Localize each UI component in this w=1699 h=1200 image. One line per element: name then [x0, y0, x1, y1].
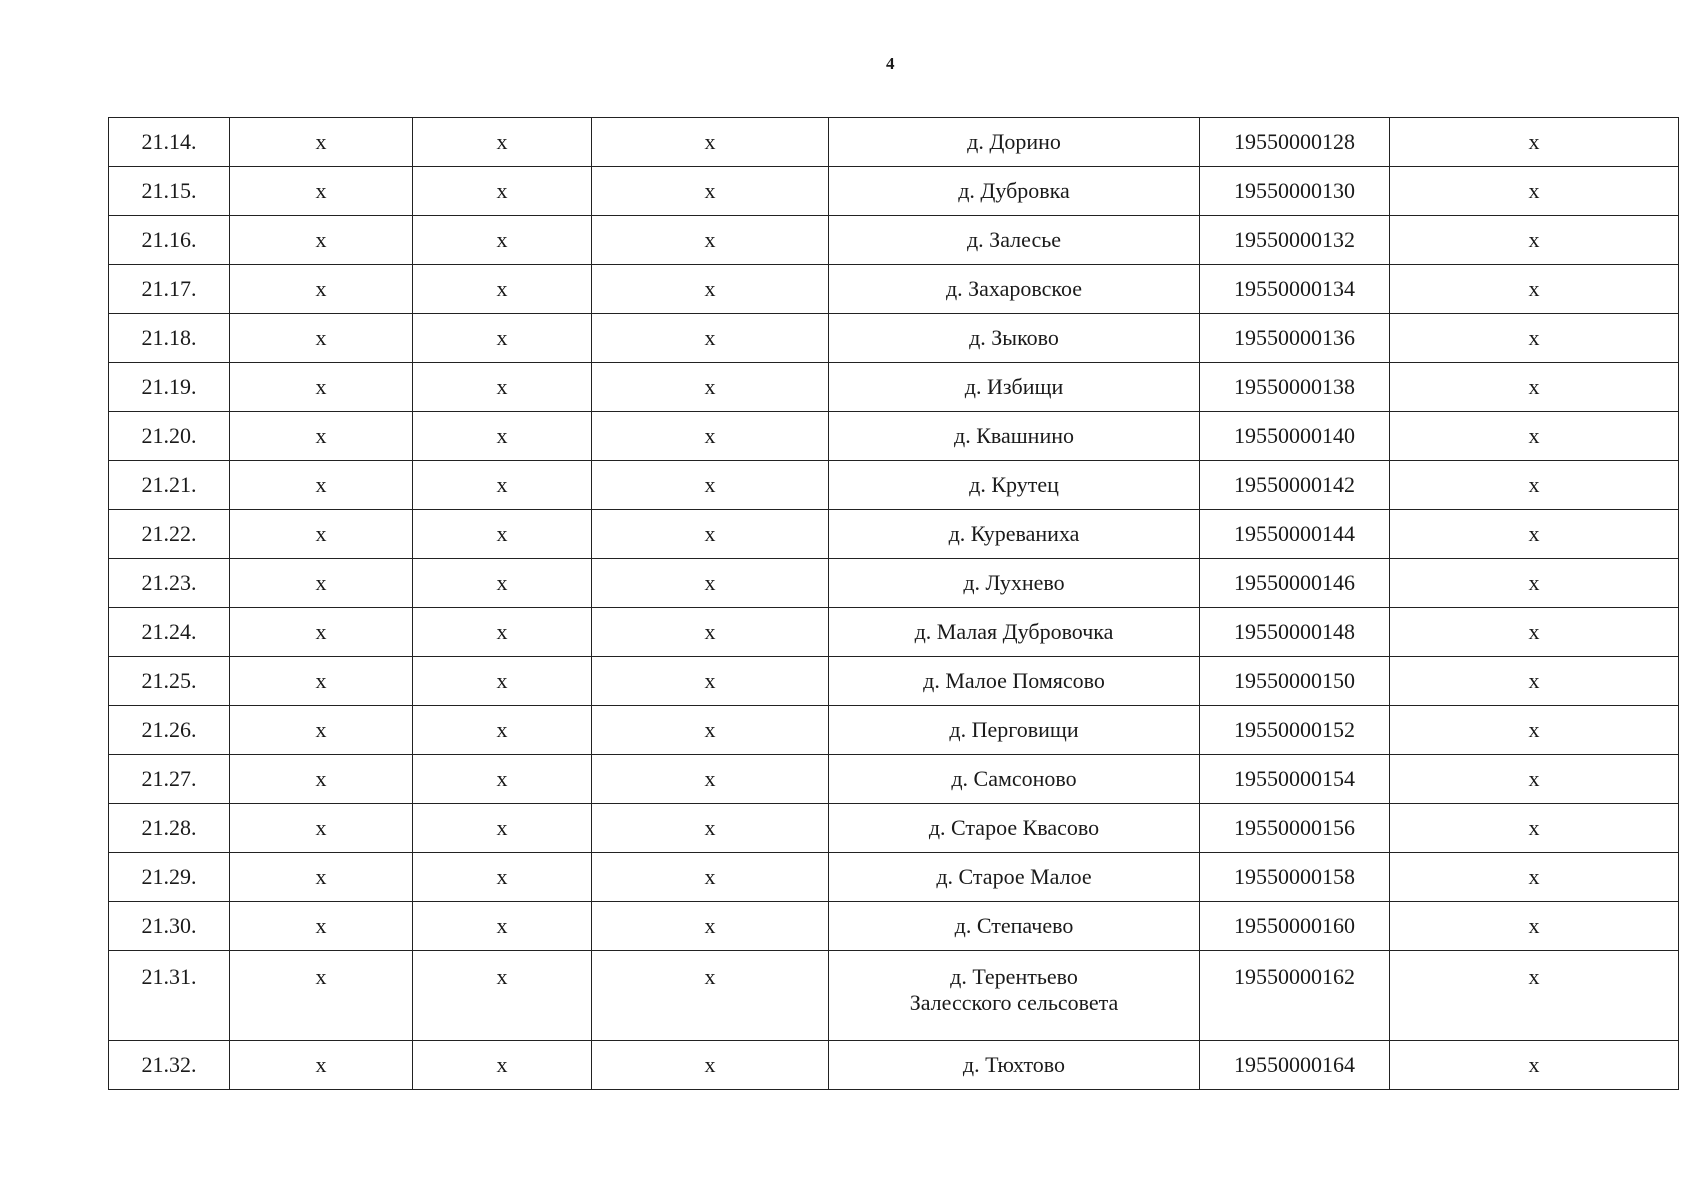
table-row: [109, 853, 1679, 902]
settlement-name-cell: [829, 412, 1200, 461]
column-2-cell: x: [413, 363, 592, 412]
column-3-cell: x: [592, 902, 829, 951]
column-2-cell: x: [413, 510, 592, 559]
column-7-cell: x: [1390, 1041, 1679, 1090]
column-7-cell: x: [1390, 265, 1679, 314]
column-7-cell: x: [1390, 755, 1679, 804]
column-2-cell: x: [413, 265, 592, 314]
code-cell: 19550000128: [1200, 118, 1390, 167]
column-2-cell: x: [413, 118, 592, 167]
column-7-cell: x: [1390, 657, 1679, 706]
column-1-cell: x: [230, 265, 413, 314]
column-1-cell: x: [230, 167, 413, 216]
column-3-cell: x: [592, 118, 829, 167]
page-number: 4: [886, 54, 895, 73]
row-number-cell: 21.25.: [109, 657, 230, 706]
code-cell: 19550000146: [1200, 559, 1390, 608]
settlement-name-cell: [829, 314, 1200, 363]
column-1-cell: x: [230, 216, 413, 265]
row-number-cell: 21.22.: [109, 510, 230, 559]
code-cell: 19550000160: [1200, 902, 1390, 951]
table-row: [109, 412, 1679, 461]
column-7-cell: x: [1390, 314, 1679, 363]
table-row: [109, 314, 1679, 363]
column-3-cell: x: [592, 1041, 829, 1090]
column-2-cell: x: [413, 412, 592, 461]
settlement-name-line: д. Крутец: [969, 472, 1059, 497]
column-3-cell: x: [592, 706, 829, 755]
settlement-name-cell: [829, 559, 1200, 608]
table-row: [109, 706, 1679, 755]
code-cell: 19550000162: [1200, 951, 1390, 1041]
row-number-cell: 21.15.: [109, 167, 230, 216]
column-7-cell: x: [1390, 118, 1679, 167]
column-7-cell: x: [1390, 363, 1679, 412]
code-cell: 19550000150: [1200, 657, 1390, 706]
column-2-cell: x: [413, 1041, 592, 1090]
table-row: [109, 657, 1679, 706]
column-7-cell: x: [1390, 608, 1679, 657]
column-1-cell: x: [230, 363, 413, 412]
column-7-cell: x: [1390, 412, 1679, 461]
column-3-cell: x: [592, 510, 829, 559]
table-row: [109, 559, 1679, 608]
row-number-cell: 21.29.: [109, 853, 230, 902]
row-number-cell: 21.30.: [109, 902, 230, 951]
table-row: [109, 804, 1679, 853]
code-cell: 19550000142: [1200, 461, 1390, 510]
settlement-name-cell: [829, 167, 1200, 216]
settlement-name-line: д. Степачево: [954, 913, 1074, 938]
settlement-name-cell: [829, 118, 1200, 167]
table-row: [109, 167, 1679, 216]
column-1-cell: x: [230, 1041, 413, 1090]
row-number-cell: 21.14.: [109, 118, 230, 167]
table-row: [109, 608, 1679, 657]
row-number-cell: 21.17.: [109, 265, 230, 314]
row-number-cell: 21.16.: [109, 216, 230, 265]
column-7-cell: x: [1390, 804, 1679, 853]
settlement-name-cell: [829, 853, 1200, 902]
settlement-name-line: д. Малая Дубровочка: [914, 619, 1114, 644]
settlement-name-line: д. Старое Малое: [936, 864, 1092, 889]
settlement-name-cell: [829, 804, 1200, 853]
row-number-cell: 21.23.: [109, 559, 230, 608]
code-cell: 19550000154: [1200, 755, 1390, 804]
code-cell: 19550000158: [1200, 853, 1390, 902]
row-number-cell: 21.31.: [109, 951, 230, 1041]
settlement-name-line: д. Избищи: [964, 374, 1064, 399]
code-cell: 19550000140: [1200, 412, 1390, 461]
code-cell: 19550000132: [1200, 216, 1390, 265]
settlement-name-line: д. Дорино: [967, 129, 1061, 154]
settlement-name-cell: [829, 363, 1200, 412]
column-1-cell: x: [230, 706, 413, 755]
column-2-cell: x: [413, 853, 592, 902]
column-2-cell: x: [413, 902, 592, 951]
column-2-cell: x: [413, 608, 592, 657]
settlement-name-line: д. Зыково: [969, 325, 1059, 350]
column-7-cell: x: [1390, 853, 1679, 902]
settlement-name-cell: [829, 265, 1200, 314]
table-row: [109, 1041, 1679, 1090]
column-3-cell: x: [592, 167, 829, 216]
settlement-name-line: д. Дубровка: [958, 178, 1070, 203]
column-1-cell: x: [230, 510, 413, 559]
code-cell: 19550000130: [1200, 167, 1390, 216]
column-3-cell: x: [592, 363, 829, 412]
column-1-cell: x: [230, 118, 413, 167]
settlement-name-line: д. Куреваниха: [948, 521, 1080, 546]
column-1-cell: x: [230, 902, 413, 951]
code-cell: 19550000134: [1200, 265, 1390, 314]
row-number-cell: 21.19.: [109, 363, 230, 412]
settlement-name-line: д. Старое Квасово: [928, 815, 1100, 840]
row-number-cell: 21.24.: [109, 608, 230, 657]
column-3-cell: x: [592, 951, 829, 1041]
settlement-name-cell: [829, 216, 1200, 265]
settlement-name-cell: [829, 951, 1200, 1041]
settlement-name-cell: [829, 755, 1200, 804]
column-3-cell: x: [592, 657, 829, 706]
row-number-cell: 21.21.: [109, 461, 230, 510]
column-7-cell: x: [1390, 167, 1679, 216]
row-number-cell: 21.27.: [109, 755, 230, 804]
column-2-cell: x: [413, 461, 592, 510]
column-1-cell: x: [230, 755, 413, 804]
row-number-cell: 21.32.: [109, 1041, 230, 1090]
column-3-cell: x: [592, 216, 829, 265]
code-cell: 19550000152: [1200, 706, 1390, 755]
settlement-name-cell: [829, 902, 1200, 951]
column-2-cell: x: [413, 167, 592, 216]
settlement-name-line: д. Терентьево: [950, 964, 1078, 989]
column-7-cell: x: [1390, 951, 1679, 1041]
table-row: [109, 363, 1679, 412]
column-2-cell: x: [413, 755, 592, 804]
table-row: [109, 216, 1679, 265]
column-1-cell: x: [230, 461, 413, 510]
column-3-cell: x: [592, 755, 829, 804]
settlement-name-line: д. Квашнино: [954, 423, 1074, 448]
settlements-table: [108, 117, 1679, 1090]
column-3-cell: x: [592, 608, 829, 657]
column-2-cell: x: [413, 314, 592, 363]
code-cell: 19550000144: [1200, 510, 1390, 559]
column-2-cell: x: [413, 657, 592, 706]
column-1-cell: x: [230, 804, 413, 853]
column-7-cell: x: [1390, 902, 1679, 951]
column-1-cell: x: [230, 314, 413, 363]
settlement-name-line: Залесского сельсовета: [909, 990, 1119, 1015]
settlement-name-line: д. Малое Помясово: [923, 668, 1105, 693]
settlement-name-line: д. Перговищи: [949, 717, 1079, 742]
settlement-name-line: д. Залесье: [966, 227, 1062, 252]
code-cell: 19550000148: [1200, 608, 1390, 657]
settlement-name-line: д. Лухнево: [963, 570, 1065, 595]
table-row: [109, 951, 1679, 1041]
table-row: [109, 902, 1679, 951]
column-7-cell: x: [1390, 706, 1679, 755]
column-2-cell: x: [413, 951, 592, 1041]
row-number-cell: 21.28.: [109, 804, 230, 853]
table-row: [109, 265, 1679, 314]
row-number-cell: 21.18.: [109, 314, 230, 363]
column-3-cell: x: [592, 804, 829, 853]
column-7-cell: x: [1390, 461, 1679, 510]
column-1-cell: x: [230, 657, 413, 706]
column-1-cell: x: [230, 853, 413, 902]
row-number-cell: 21.26.: [109, 706, 230, 755]
column-2-cell: x: [413, 706, 592, 755]
column-1-cell: x: [230, 559, 413, 608]
column-3-cell: x: [592, 853, 829, 902]
code-cell: 19550000136: [1200, 314, 1390, 363]
code-cell: 19550000156: [1200, 804, 1390, 853]
column-3-cell: x: [592, 559, 829, 608]
table-row: [109, 461, 1679, 510]
column-2-cell: x: [413, 559, 592, 608]
column-2-cell: x: [413, 804, 592, 853]
settlement-name-cell: [829, 510, 1200, 559]
column-2-cell: x: [413, 216, 592, 265]
settlement-name-cell: [829, 706, 1200, 755]
settlement-name-cell: [829, 461, 1200, 510]
column-7-cell: x: [1390, 510, 1679, 559]
column-7-cell: x: [1390, 216, 1679, 265]
column-3-cell: x: [592, 265, 829, 314]
table-row: [109, 755, 1679, 804]
code-cell: 19550000164: [1200, 1041, 1390, 1090]
settlement-name-line: д. Захаровское: [945, 276, 1083, 301]
settlement-name-cell: [829, 608, 1200, 657]
settlement-name-line: д. Тюхтово: [962, 1052, 1066, 1077]
row-number-cell: 21.20.: [109, 412, 230, 461]
column-7-cell: x: [1390, 559, 1679, 608]
settlement-name-line: д. Самсоново: [951, 766, 1077, 791]
column-1-cell: x: [230, 412, 413, 461]
settlement-name-cell: [829, 1041, 1200, 1090]
column-3-cell: x: [592, 412, 829, 461]
code-cell: 19550000138: [1200, 363, 1390, 412]
column-1-cell: x: [230, 951, 413, 1041]
settlement-name-cell: [829, 657, 1200, 706]
column-3-cell: x: [592, 314, 829, 363]
table-body: [109, 118, 1679, 1090]
table-row: [109, 118, 1679, 167]
table-row: [109, 510, 1679, 559]
column-3-cell: x: [592, 461, 829, 510]
column-1-cell: x: [230, 608, 413, 657]
